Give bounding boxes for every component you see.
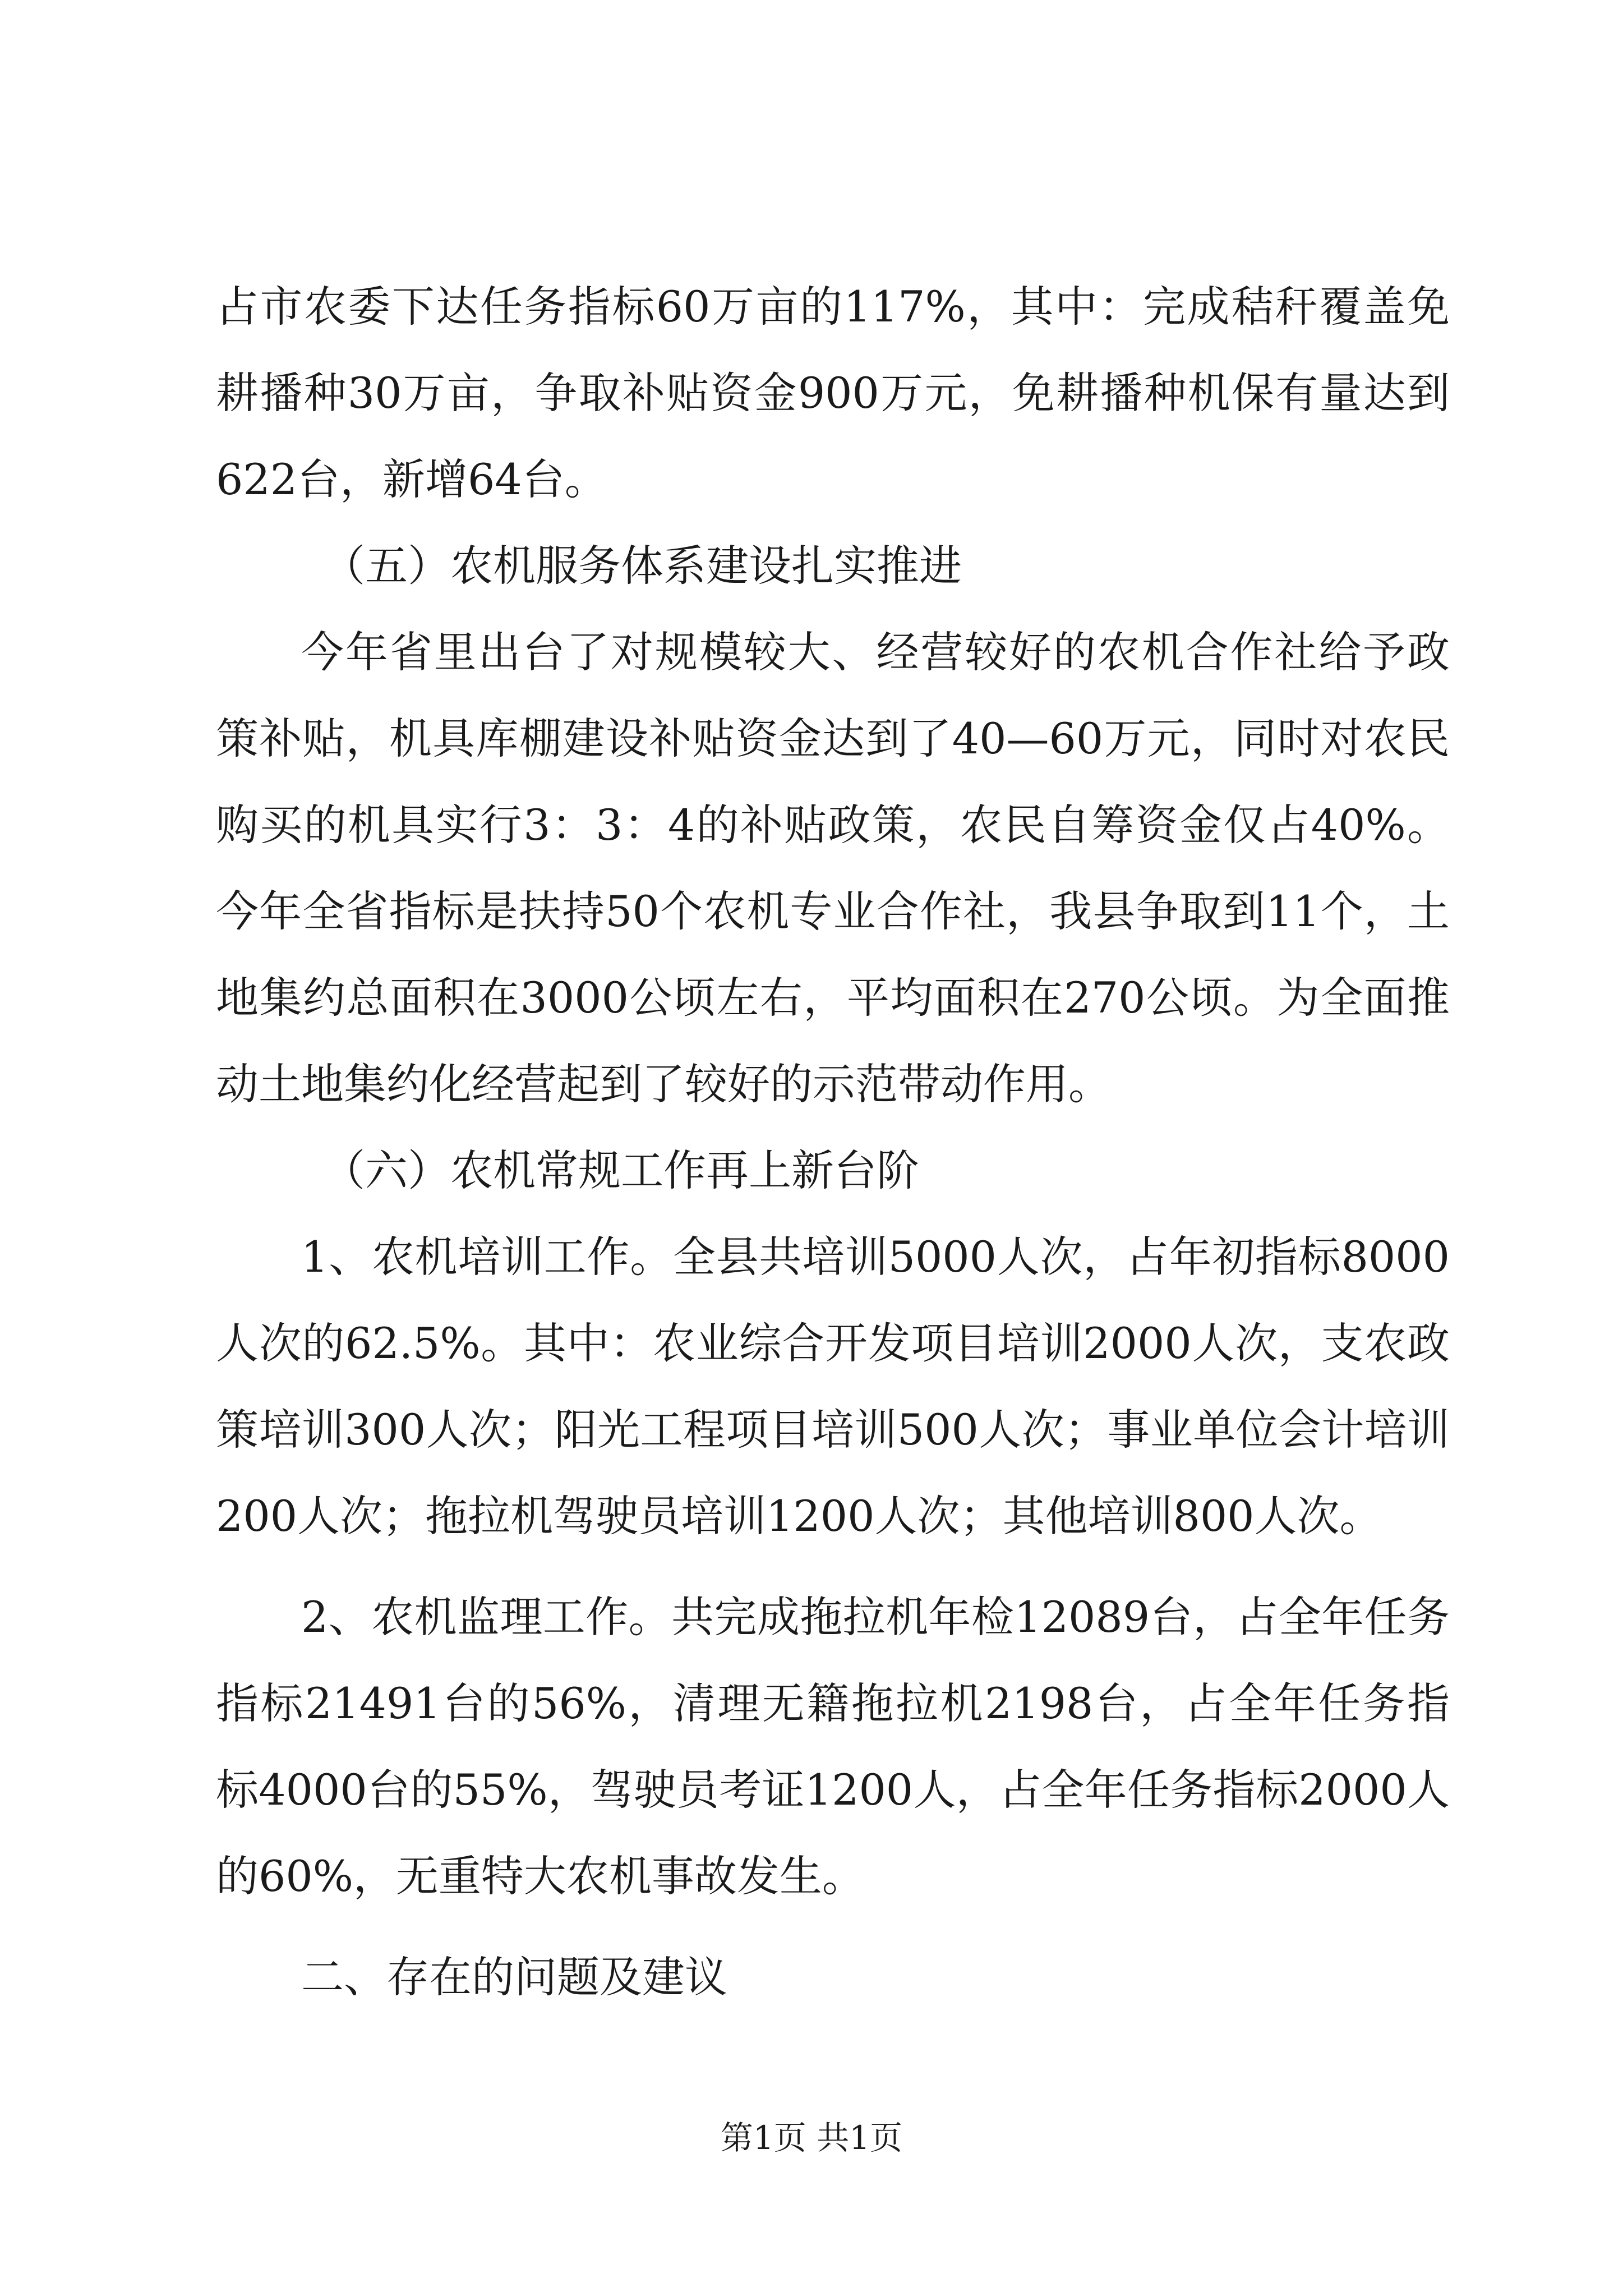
section-heading-six: （六）农机常规工作再上新台阶 (322, 1145, 919, 1195)
section-heading-problems: 二、存在的问题及建议 (301, 1952, 727, 2002)
paragraph-service-system: 今年省里出台了对规模较大、经营较好的农机合作社给予政策补贴，机具库棚建设补贴资金达到了40—60万元，同时对农民购买的机具实行3：3：4的补贴政策，农民自筹资金仅占40%。今年全省指标是扶持50个农机专业合作社，我县争取到11个，土地集约总面积在3000公顷左右，平均面积在270公顷。为全面推动土地集约化经营起到了较好的示范带动作用。 (216, 627, 1450, 1109)
document-body (216, 264, 1450, 2021)
section-heading-five: （五）农机服务体系建设扎实推进 (322, 541, 962, 591)
page-footer: 第1页 共1页 (720, 2119, 903, 2157)
paragraph-training: 1、农机培训工作。全县共培训5000人次，占年初指标8000人次的62.5%。其中：农业综合开发项目培训2000人次，支农政策培训300人次；阳光工程项目培训500人次；事业单位会计培训200人次；拖拉机驾驶员培训1200人次；其他培训800人次。 (216, 1232, 1450, 1541)
paragraph-continuation: 占市农委下达任务指标60万亩的117%，其中：完成秸秆覆盖免耕播种30万亩，争取补贴资金900万元，免耕播种机保有量达到622台，新增64台。 (216, 282, 1450, 504)
paragraph-supervision: 2、农机监理工作。共完成拖拉机年检12089台，占全年任务指标21491台的56%，清理无籍拖拉机2198台，占全年任务指标4000台的55%，驾驶员考证1200人，占全年任务指标2000人的60%，无重特大农机事故发生。 (216, 1592, 1450, 1901)
